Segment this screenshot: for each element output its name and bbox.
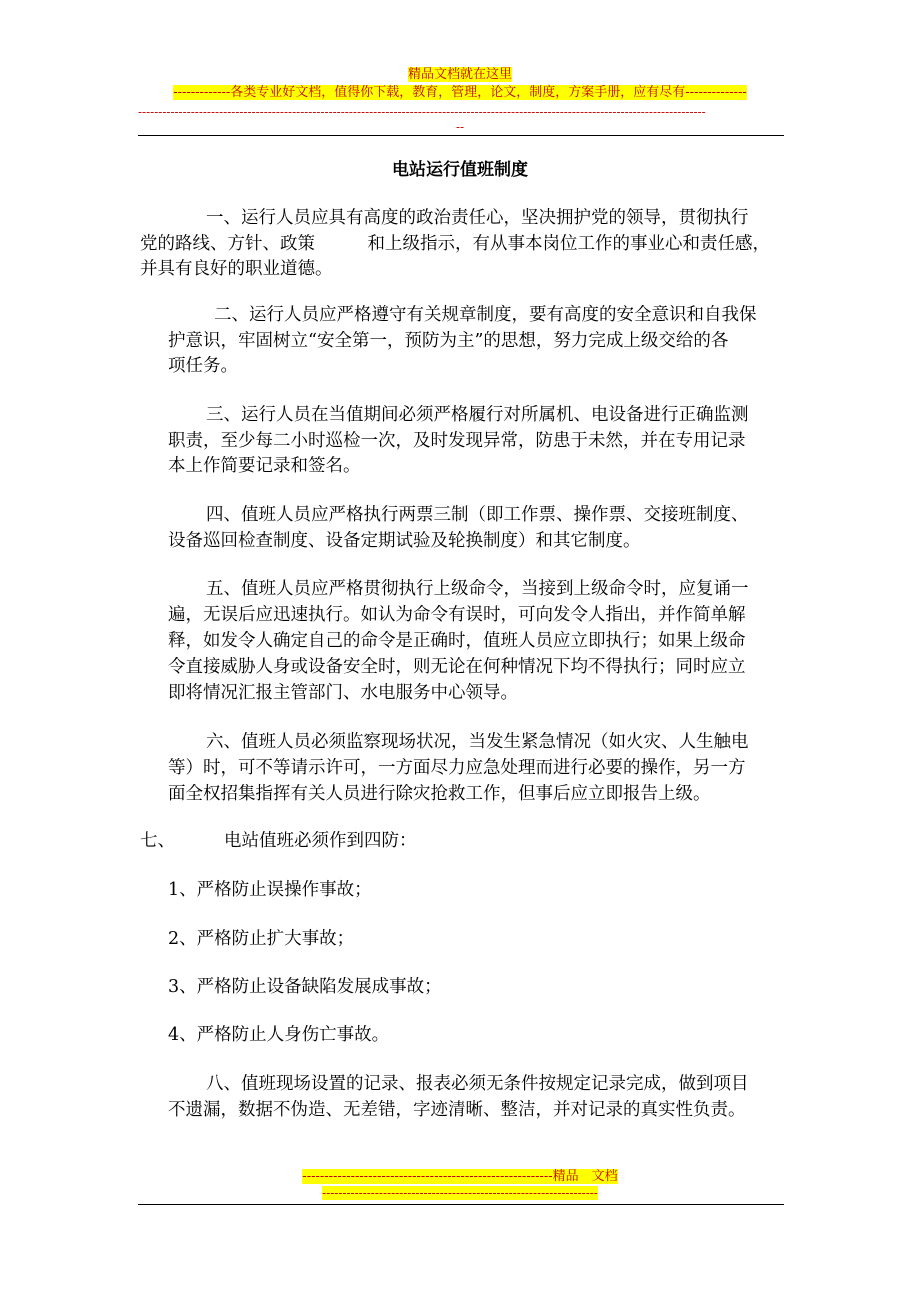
list-item-1: 1、严格防止误操作事故； [168,880,372,900]
paragraph-1-line-1: 一、运行人员应具有高度的政治责任心，坚决拥护党的领导，贯彻执行 [206,208,749,228]
footer-dash-line-text: -------------------------------------------------------------------- [322,1186,598,1200]
paragraph-6-line-1: 六、值班人员必须监察现场状况，当发生紧急情况（如火灾、人生触电 [206,732,749,752]
list-item-4: 4、严格防止人身伤亡事故。 [168,1025,390,1045]
paragraph-4-line-1: 四、值班人员应严格执行两票三制（即工作票、操作票、交接班制度、 [206,505,749,525]
paragraph-3-line-3: 本上作简要记录和签名。 [168,456,361,476]
section-7-number: 七、 [140,831,175,851]
footer-dash-line [0,1186,920,1200]
paragraph-1-line-3: 并具有良好的职业道德。 [140,259,333,279]
list-item-3: 3、严格防止设备缺陷发展成事故； [168,977,442,997]
header-banner-title-text: 精品文档就在这里 [407,67,512,82]
header-rule [138,135,784,136]
paragraph-3-line-2: 职责，至少每二小时巡检一次，及时发现异常，防患于未然，并在专用记录 [168,431,746,451]
paragraph-2-line-3: 项任务。 [168,356,238,376]
paragraph-1-line-2: 党的路线、方针、政策 和上级指示，有从事本岗位工作的事业心和责任感， [140,234,770,254]
paragraph-6-line-2: 等）时，可不等请示许可，一方面尽力应急处理而进行必要的操作，另一方 [168,758,746,778]
paragraph-5-line-2: 遍，无误后应迅速执行。如认为命令有误时，可向发令人指出，并作简单解 [168,605,746,625]
footer-banner-text: ---------------------------------------------------------精品 文档 [302,1169,618,1184]
paragraph-2-line-2: 护意识，牢固树立“安全第一，预防为主”的思想，努力完成上级交给的各 [168,331,729,351]
header-banner-subtitle-text: -------------各类专业好文档，值得你下载，教育，管理，论文，制度，方案手册，应有尽有-------------- [173,85,747,100]
paragraph-4-line-2: 设备巡回检查制度、设备定期试验及轮换制度）和其它制度。 [168,531,641,551]
paragraph-5-line-1: 五、值班人员应严格贯彻执行上级命令，当接到上级命令时，应复诵一 [206,579,749,599]
paragraph-6-line-3: 面全权招集指挥有关人员进行除灾抢救工作，但事后应立即报告上级。 [168,784,711,804]
footer-rule [138,1204,784,1205]
footer-banner [0,1168,920,1185]
header-banner-subtitle [0,84,920,101]
list-item-2: 2、严格防止扩大事故； [168,929,355,949]
paragraph-2-line-1: 二、运行人员应严格遵守有关规章制度，要有高度的安全意识和自我保 [214,305,757,325]
document-title: 电站运行值班制度 [392,160,528,180]
header-dash-tail: -- [455,120,465,134]
paragraph-3-line-1: 三、运行人员在当值期间必须严格履行对所属机、电设备进行正确监测 [206,405,749,425]
header-banner-title [0,66,920,83]
paragraph-5-line-5: 即将情况汇报主管部门、水电服务中心领导。 [168,683,518,703]
header-dash-line: -------------------------------------------------------------------------------------------------------------------------------------------- [138,105,706,119]
paragraph-5-line-3: 释，如发令人确定自己的命令是正确时，值班人员应立即执行；如果上级命 [168,631,746,651]
paragraph-8-line-1: 八、值班现场设置的记录、报表必须无条件按规定记录完成，做到项目 [206,1074,749,1094]
paragraph-5-line-4: 令直接威胁人身或设备安全时，则无论在何种情况下均不得执行；同时应立 [168,657,746,677]
section-7-heading: 电站值班必须作到四防： [224,831,417,851]
paragraph-8-line-2: 不遗漏，数据不伪造、无差错，字迹清晰、整洁，并对记录的真实性负责。 [168,1100,746,1120]
